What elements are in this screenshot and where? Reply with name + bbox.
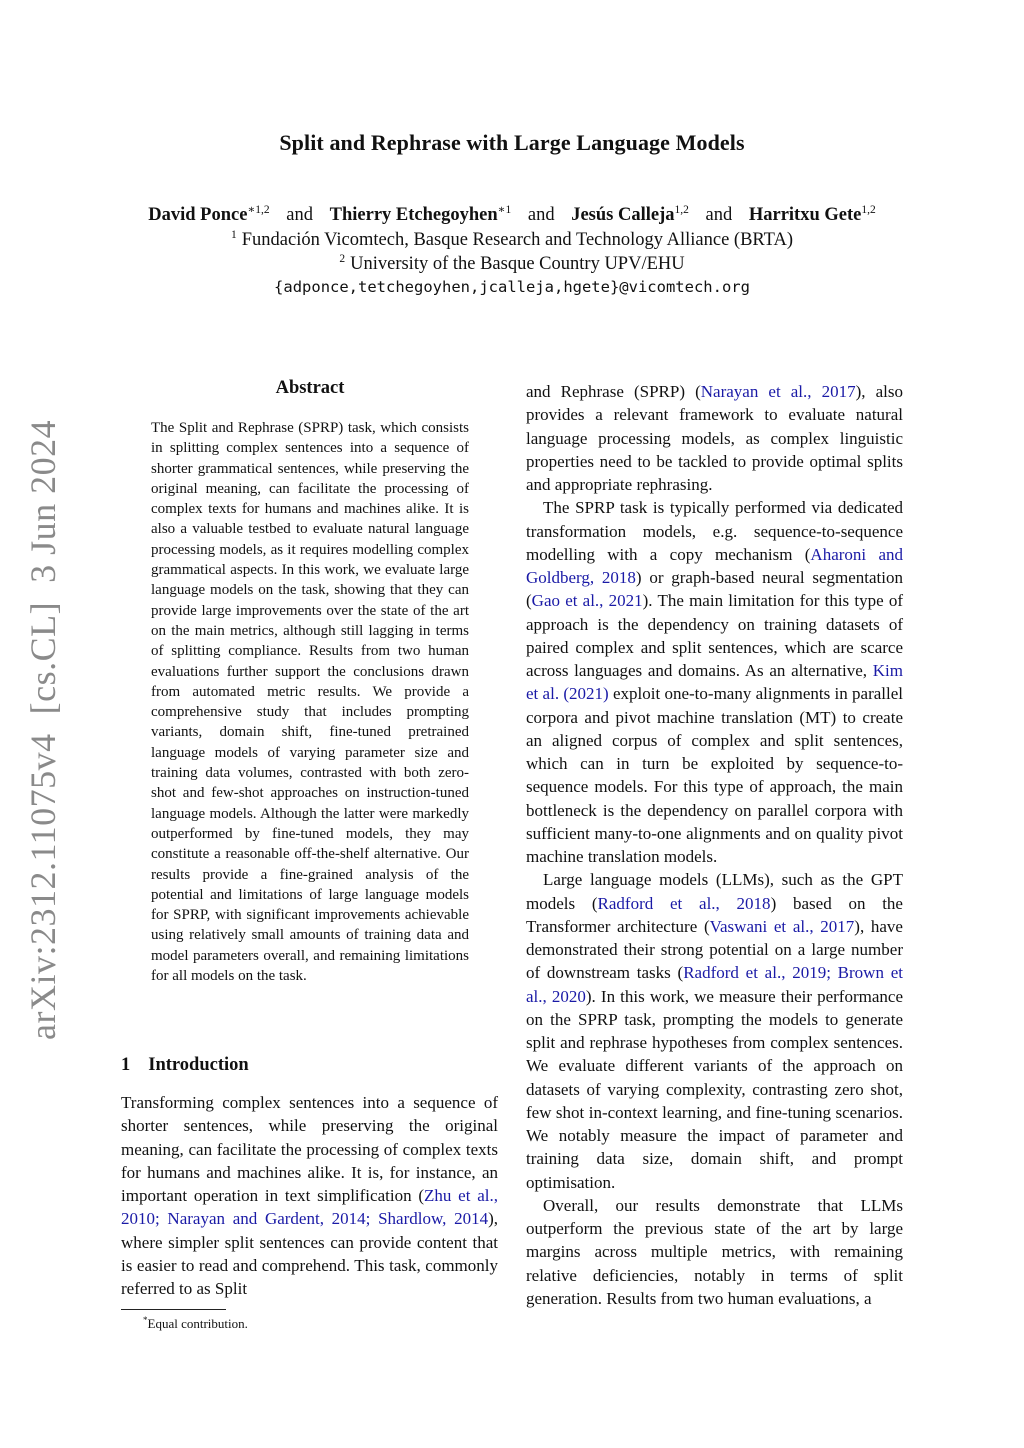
paragraph	[526, 868, 903, 1194]
paragraph	[526, 496, 903, 868]
citation-link[interactable]: Kim et al. (2021)	[526, 661, 903, 704]
citation-link[interactable]: Narayan et al., 2017	[700, 382, 856, 401]
paragraph-text: Overall, our results demonstrate that LLMs outperform the previous state of the art by large margins across multiple metrics, with remaining relative deficiencies, notably in terms of split generation. Results from two human evaluations, a	[526, 1195, 903, 1308]
paragraph	[526, 380, 903, 496]
paragraph-text: exploit one-to-many alignments in parallel corpora and pivot machine translation (MT) to create an aligned corpus of complex and split sentences, which can in turn be exploited by sequence-to-sequence models. For this type of approach, the main bottleneck is the dependency on parallel corpora with sufficient many-to-one alignments and on quality pivot machine translation models.	[526, 684, 903, 866]
author-separator: and	[705, 205, 733, 225]
citation-link[interactable]: Radford et al., 2019; Brown et al., 2020	[526, 963, 903, 1006]
affiliation-mark: 2	[339, 253, 346, 265]
affiliation-text: University of the Basque Country UPV/EHU	[350, 254, 685, 274]
paragraph-text: ). The main limitation for this type of approach is the dependency on training datasets of paired complex and split sentences, which are scarce across languages and domains. As an alternative,	[526, 591, 903, 680]
citation-link[interactable]: Aharoni and Goldberg, 2018	[526, 544, 903, 587]
author-name: Harritxu Gete	[748, 205, 862, 225]
author-affil-mark: ∗1,2	[247, 204, 270, 216]
citation-link[interactable]: Gao et al., 2021	[531, 591, 643, 611]
paragraph-text: ), where simpler split sentences can provide content that is easier to read and comprehend. This task, commonly referred to as Split	[121, 1209, 498, 1298]
author-affil-mark: ∗1	[497, 204, 512, 216]
section-heading	[121, 1055, 249, 1076]
paragraph-text: ), have demonstrated their strong potential on a large number of downstream tasks (	[526, 916, 903, 983]
paragraph	[121, 1091, 498, 1300]
paragraph-text: Transforming complex sentences into a sequence of shorter sentences, while preserving the original meaning, can facilitate the processing of complex texts for humans and machines alike. It is, for instance, an important operation in text simplification (	[121, 1093, 498, 1205]
author-email[interactable]: {adponce,tetchegoyhen,jcalleja,hgete}@vicomtech.org	[274, 278, 750, 296]
right-column	[526, 380, 903, 1310]
section-number: 1	[121, 1055, 131, 1075]
affiliation	[0, 229, 1024, 251]
footnote-rule	[121, 1309, 226, 1310]
author-name: David Ponce	[148, 205, 248, 225]
section-title: Introduction	[148, 1055, 249, 1075]
paragraph-text: ) or graph-based neural segmentation (	[526, 568, 903, 611]
footnote	[143, 1315, 248, 1332]
paragraph-text: ). In this work, we measure their performance on the SPRP task, prompting the models to generate split and rephrase hypotheses from complex sentences. We evaluate different variants of the approach on datasets of varying complexity, contrasting zero shot, few shot in-context learning, and fine-tuning scenarios. We notably measure the impact of parameter and training data size, domain shift, and prompt optimisation.	[526, 986, 903, 1192]
author-name: Thierry Etchegoyhen	[329, 205, 498, 225]
author-list	[0, 202, 1024, 226]
author-affil-mark: 1,2	[674, 204, 689, 216]
paragraph-text: The SPRP task is typically performed via dedicated transformation models, e.g. sequence-to-sequence modelling with a copy mechanism (	[526, 498, 903, 564]
intro-left-column	[121, 1091, 498, 1300]
paper-title: Split and Rephrase with Large Language Models	[279, 130, 745, 155]
author-separator: and	[527, 205, 555, 225]
abstract-text: The Split and Rephrase (SPRP) task, which consists in splitting complex sentences into a sequence of shorter grammatical sentences, while preserving the original meaning, can facilitate the processing of complex texts for humans and machines alike. It is also a valuable testbed to evaluate natural language processing models, as it requires modelling complex grammatical aspects. In this work, we evaluate large language models on the task, showing that they can provide large improvements over the state of the art on the main metrics, although still lagging in terms of splitting compliance. Results from two human evaluations further support the conclusions drawn from automated metric results. We provide a comprehensive study that includes prompting variants, domain shift, fine-tuned pretrained language models of varying parameter size and training data volumes, contrasted with both zero-shot and few-shot approaches on instruction-tuned language models. Although the latter were markedly outperformed by fine-tuned models, they may constitute a reasonable off-the-shelf alternative. Our results provide a fine-grained analysis of the potential and limitations of large language models for SPRP, with significant improvements achievable using relatively small amounts of training data and model parameters overall, and remaining limitations for all models on the task.	[151, 420, 469, 985]
paragraph	[526, 1194, 903, 1310]
footnote-mark: *	[143, 1315, 148, 1325]
author-separator: and	[286, 205, 313, 225]
affiliation-mark: 1	[231, 229, 237, 241]
paragraph-text: ), also provides a relevant framework to evaluate natural language processing models, as complex linguistic properties need to be tackled to provide optimal splits and appropriate rephrasing.	[526, 382, 904, 494]
author-affil-mark: 1,2	[861, 204, 876, 216]
arxiv-identifier: arXiv:2312.11075v4 [cs.CL] 3 Jun 2024	[23, 419, 63, 1040]
affiliation-text: Fundación Vicomtech, Basque Research and Technology Alliance (BRTA)	[241, 230, 793, 250]
citation-link[interactable]: Zhu et al., 2010; Narayan and Gardent, 2014; Shardlow, 2014	[121, 1186, 498, 1229]
abstract-heading: Abstract	[275, 378, 345, 398]
footnote-text: Equal contribution.	[147, 1316, 248, 1331]
citation-link[interactable]: Vaswani et al., 2017	[709, 916, 855, 936]
paragraph-text: ) based on the Transformer architecture (	[526, 893, 903, 936]
citation-link[interactable]: Radford et al., 2018	[597, 893, 771, 913]
affiliation	[0, 253, 1024, 275]
author-name: Jesús Calleja	[571, 205, 675, 225]
paragraph-text: Large language models (LLMs), such as the GPT models (	[526, 870, 903, 913]
paragraph-text: and Rephrase (SPRP) (	[526, 382, 701, 401]
